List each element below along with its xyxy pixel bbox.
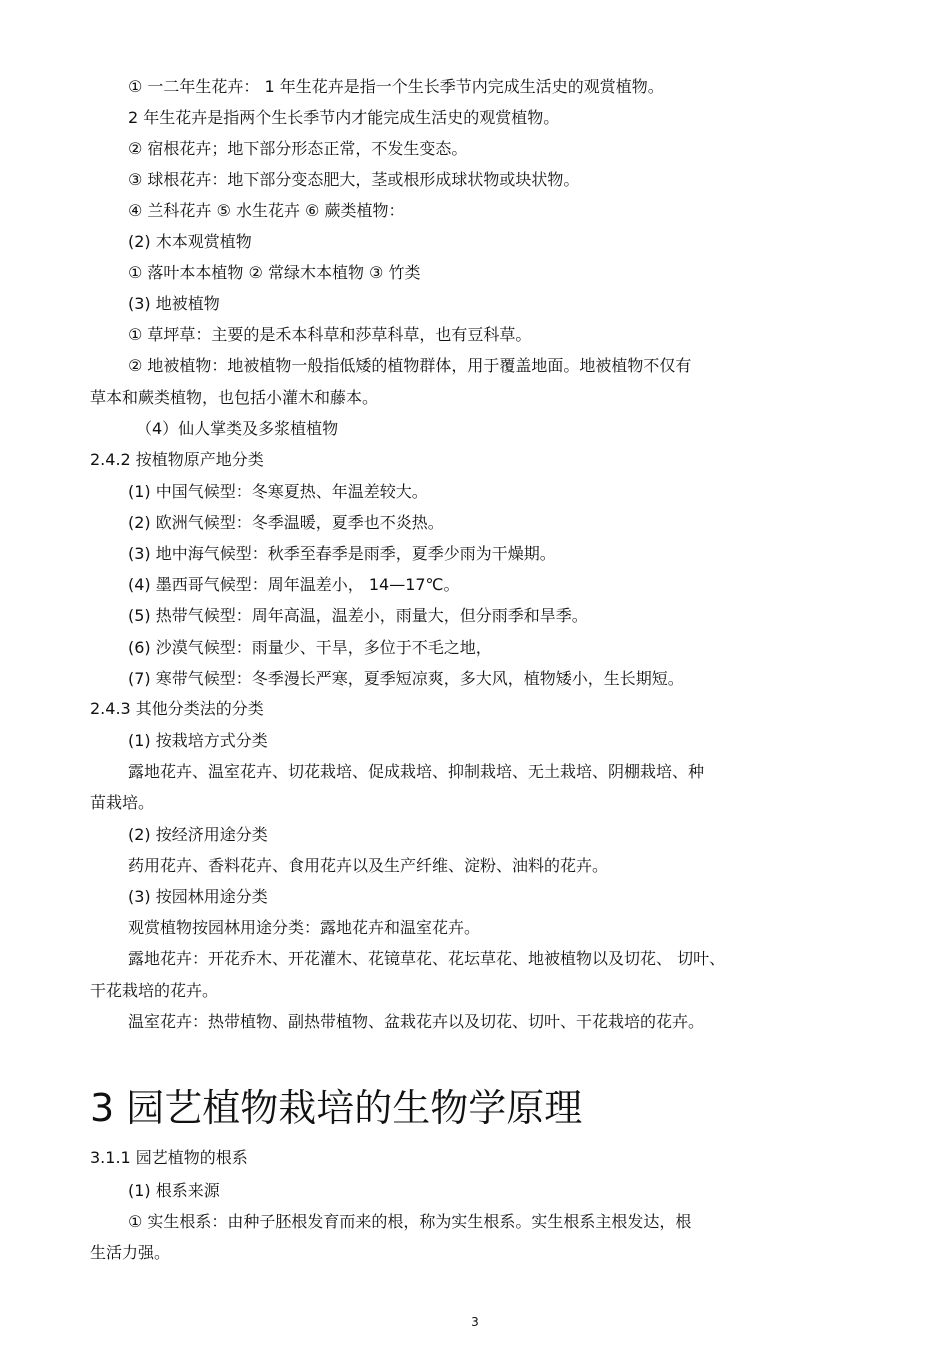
text-line: ① 实生根系：由种子胚根发育而来的根，称为实生根系。实生根系主根发达，根: [128, 1212, 692, 1231]
text-line: 苗栽培。: [90, 793, 155, 812]
text-line: 观赏植物按园林用途分类：露地花卉和温室花卉。: [128, 918, 481, 937]
text-line: ③ 球根花卉：地下部分变态肥大，茎或根形成球状物或块状物。: [128, 170, 580, 189]
chapter-title: 3 园艺植物栽培的生物学原理: [90, 1086, 583, 1130]
text-line: 露地花卉、温室花卉、切花栽培、促成栽培、抑制栽培、无土栽培、阴棚栽培、种: [128, 762, 705, 781]
text-line: (1) 中国气候型：冬寒夏热、年温差较大。: [128, 482, 428, 501]
text-line: ② 宿根花卉；地下部分形态正常，不发生变态。: [128, 139, 468, 158]
text-line: 药用花卉、香料花卉、食用花卉以及生产纤维、淀粉、油料的花卉。: [128, 856, 609, 875]
text-line: 草本和蕨类植物，也包括小灌木和藤本。: [90, 388, 379, 407]
text-line: (5) 热带气候型：周年高温，温差小，雨量大，但分雨季和旱季。: [128, 606, 588, 625]
text-line: ① 草坪草：主要的是禾本科草和莎草科草，也有豆科草。: [128, 325, 532, 344]
text-line: ① 一二年生花卉： 1 年生花卉是指一个生长季节内完成生活史的观赏植物。: [128, 77, 664, 96]
text-line: (3) 地中海气候型：秋季至春季是雨季，夏季少雨为干燥期。: [128, 544, 556, 563]
section-heading: (2) 木本观赏植物: [128, 232, 252, 251]
section-heading: (3) 地被植物: [128, 294, 220, 313]
text-line: 温室花卉：热带植物、副热带植物、盆栽花卉以及切花、切叶、干花栽培的花卉。: [128, 1012, 705, 1031]
text-line: 露地花卉：开花乔木、开花灌木、花镜草花、花坛草花、地被植物以及切花、 切叶、: [128, 949, 726, 968]
text-line: (4) 墨西哥气候型：周年温差小， 14—17℃。: [128, 575, 460, 594]
text-line: (7) 寒带气候型：冬季漫长严寒，夏季短凉爽，多大风，植物矮小，生长期短。: [128, 669, 684, 688]
text-line: ① 落叶本本植物 ② 常绿木本植物 ③ 竹类: [128, 263, 421, 282]
text-line: 干花栽培的花卉。: [90, 981, 219, 1000]
text-line: 生活力强。: [90, 1243, 171, 1262]
text-line: ④ 兰科花卉 ⑤ 水生花卉 ⑥ 蕨类植物：: [128, 201, 405, 220]
page-number: 3: [471, 1315, 479, 1329]
section-heading: (1) 按栽培方式分类: [128, 731, 268, 750]
subsection-heading: 3.1.1 园艺植物的根系: [90, 1148, 248, 1167]
text-line: ② 地被植物：地被植物一般指低矮的植物群体，用于覆盖地面。地被植物不仅有: [128, 356, 692, 375]
section-heading: (3) 按园林用途分类: [128, 887, 268, 906]
text-line: 2 年生花卉是指两个生长季节内才能完成生活史的观赏植物。: [128, 108, 560, 127]
section-heading: (2) 按经济用途分类: [128, 825, 268, 844]
text-line: (6) 沙漠气候型：雨量少、干旱，多位于不毛之地，: [128, 638, 492, 657]
section-heading: (1) 根系来源: [128, 1181, 220, 1200]
subsection-heading: 2.4.3 其他分类法的分类: [90, 699, 264, 718]
text-line: (2) 欧洲气候型：冬季温暖，夏季也不炎热。: [128, 513, 444, 532]
section-heading: （4）仙人掌类及多浆植植物: [136, 419, 339, 438]
subsection-heading: 2.4.2 按植物原产地分类: [90, 450, 264, 469]
